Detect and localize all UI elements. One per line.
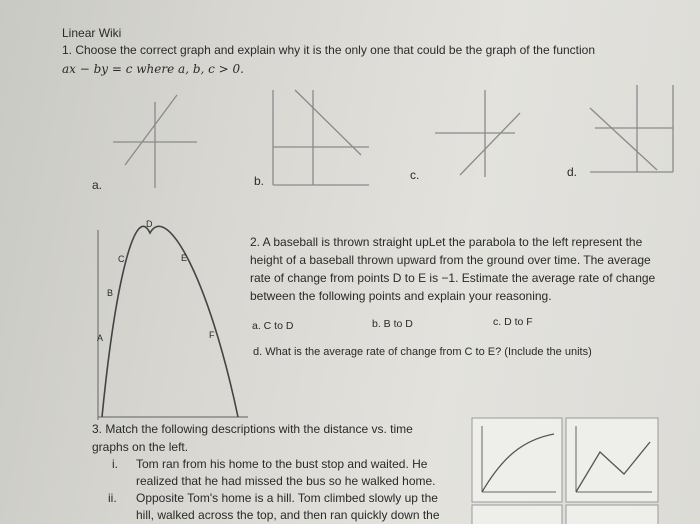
question-1-line-1: 1. Choose the correct graph and explain why it is the only one that could be the graph of the function [62,43,596,57]
graph-b [265,85,375,190]
option-label-b: b. [254,174,265,188]
question-2-line-4: between the following points and explain your reasoning. [250,289,552,303]
question-2-line-2: height of a baseball thrown upward from the ground over time. The average [250,253,651,267]
question-3-item-i-line-2: realized that he had missed the bus so he walked home. [136,474,436,488]
graph-d [585,80,680,180]
option-label-d: d. [567,165,578,179]
graph-a [105,90,205,190]
distance-time-graph-2 [566,418,658,502]
question-2-option-c: c. D to F [493,316,533,328]
distance-time-graph-3 [472,505,562,524]
parabola-graph [88,215,258,425]
distance-time-graph-1 [472,418,562,502]
point-label-e: E [181,253,188,263]
question-3-line-1: 3. Match the following descriptions with the distance vs. time [92,422,413,436]
question-1-line-2: ax − by = c where a, b, c > 0. [62,62,244,76]
point-label-f: F [209,330,215,340]
question-2-line-1: 2. A baseball is thrown straight upLet the parabola to the left represent the [250,235,643,249]
option-label-a: a. [92,178,103,192]
question-3-item-ii-line-2: hill, walked across the top, and then ran quickly down the [136,508,440,522]
point-label-b: B [107,288,114,298]
question-2-line-3: rate of change from points D to E is −1. Estimate the average rate of change [250,271,656,285]
question-3-item-ii-number: ii. [108,491,117,505]
question-3-line-2: graphs on the left. [92,440,189,454]
point-label-a: A [97,333,104,343]
question-2-option-b: b. B to D [372,318,413,330]
question-2-option-a: a. C to D [252,320,294,332]
option-label-c: c. [410,168,420,182]
question-3-item-ii-line-1: Opposite Tom's home is a hill. Tom climbed slowly up the [136,491,438,505]
point-label-c: C [118,254,125,264]
point-label-d: D [146,219,153,229]
question-2-d: d. What is the average rate of change from C to E? (Include the units) [253,346,592,358]
page-title: Linear Wiki [62,26,122,40]
question-3-item-i-line-1: Tom ran from his home to the bust stop and waited. He [136,457,428,471]
distance-time-graph-4 [566,505,658,524]
graph-c [430,85,530,185]
question-3-item-i-number: i. [112,457,118,471]
